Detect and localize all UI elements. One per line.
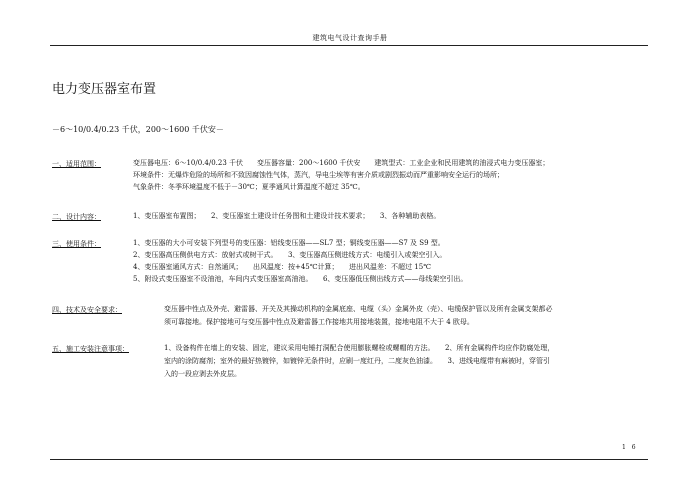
- running-header: 建筑电气设计查询手册: [312, 34, 388, 42]
- section-line: 须可靠接地。保护接地可与变压器中性点及避雷器工作接地共用接地装置，接地电阻不大于 4 欧母。: [164, 318, 474, 326]
- section-line: 变压器中性点及外壳、避雷器、开关及其操动机构的金属底座、电缆（头）金属外皮（壳）、电缆保护管以及所有金属支架都必: [164, 305, 553, 313]
- section-line: 入的一段应剥去外皮层。: [164, 370, 241, 378]
- section-line: 1、变压器室布置图； 2、变压器室土建设计任务图和土建设计技术要求； 3、各种辅助表格。: [133, 212, 441, 220]
- section-line: 室内的涂防腐剂；室外的最好热镀锌，如镀锌无条件时，应刷一度红丹，二度灰色油漆。 3、进线电缆带有麻被时，穿管引: [164, 357, 550, 365]
- section-line: 气象条件：冬季环境温度不低于－30℃；夏季通风计算温度不超过 35℃。: [133, 183, 365, 191]
- section-line: 变压器电压：6～10/0.4/0.23 千伏 变压器容量：200～1600 千伏安 建筑型式：工业企业和民用建筑的油浸式电力变压器室；: [133, 159, 550, 167]
- page-subtitle: －6～10/0.4/0.23 千伏，200～1600 千伏安－: [52, 125, 224, 134]
- page-number: 1 6: [622, 444, 638, 451]
- section-line: 环境条件：无爆炸危险的场所和不致因腐蚀性气体，蒸汽，导电尘埃等有害介质或剧烈振动而严重影响安全运行的场所；: [133, 171, 504, 179]
- page-title: 电力变压器室布置: [52, 82, 157, 97]
- section-heading-safety: 四、技术及安全要求：: [52, 306, 122, 314]
- section-line: 1、变压器的大小可安装下列型号的变压器：铝线变压器——SL7 型；铜线变压器——S7 及 S9 型。: [133, 239, 445, 247]
- section-heading-design: 二、设计内容：: [52, 213, 101, 221]
- section-line: 4、变压器室通风方式：自然通风； 出风温度：按+45℃计算； 进出风温差：不超过 15℃: [133, 263, 432, 271]
- section-line: 1、设备构件在墙上的安装、固定，建议采用电锤打洞配合使用膨胀螺栓或螺帽的方法。 2、所有金属构件均应作防腐处理，: [164, 344, 555, 352]
- section-heading-conditions: 三、使用条件：: [52, 240, 101, 248]
- section-line: 5、附设式变压器室不设油池，车间内式变压器室高油池。 6、变压器低压侧出线方式——母线架空引出。: [133, 275, 468, 283]
- section-heading-scope: 一、适用范围：: [52, 160, 101, 168]
- section-line: 2、变压器高压侧供电方式：放射式或树干式。 3、变压器高压侧进线方式：电缆引入或架空引入。: [133, 251, 447, 259]
- section-heading-installation: 五、施工安装注意事项：: [52, 345, 129, 353]
- header-rule: [50, 45, 648, 47]
- footer-rule: [50, 459, 648, 461]
